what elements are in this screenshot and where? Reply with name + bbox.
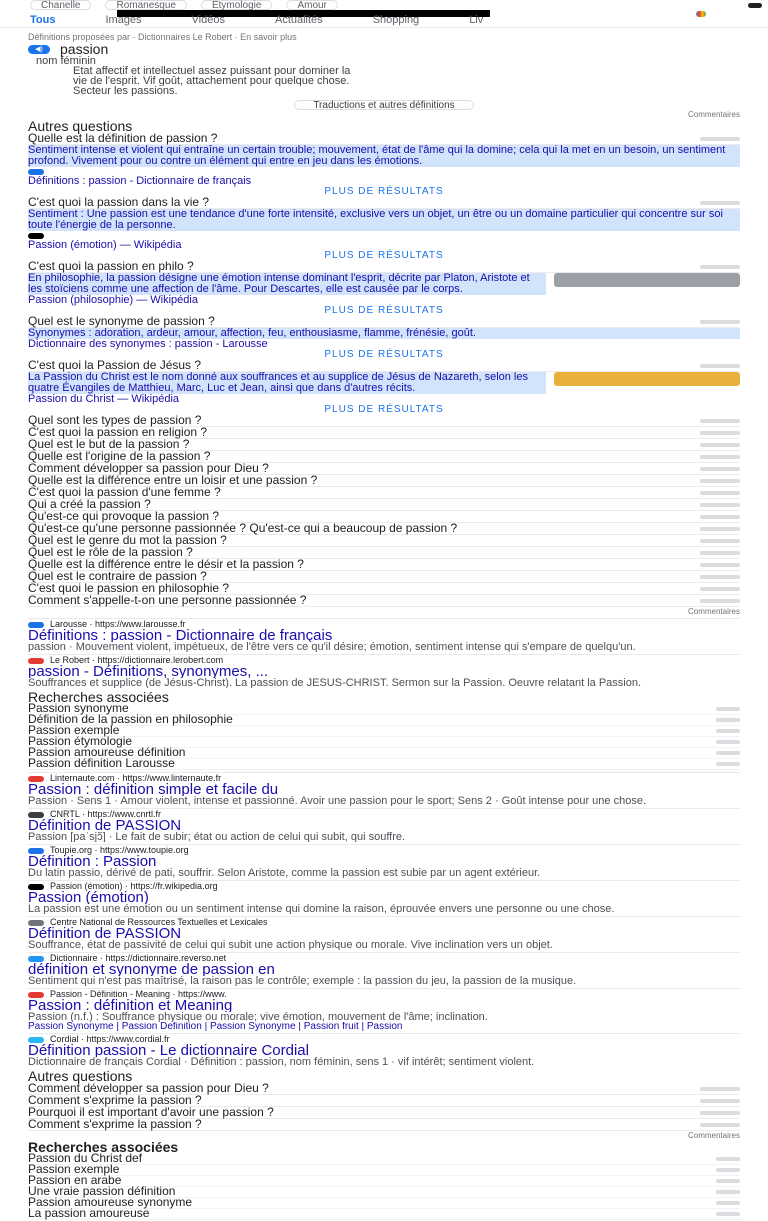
- result-title-link[interactable]: Passion : définition simple et facile du: [28, 783, 279, 796]
- main-results: [28, 30, 740, 1220]
- related-search-link[interactable]: Passion en arabe: [28, 1174, 122, 1188]
- result-snippet: Souffrances et supplice (de Jésus-Christ). La passion de JÉSUS-CHRIST. Sermon sur la Passion. Oeuvre relatant la Passion.: [28, 678, 642, 688]
- result-title-link[interactable]: Définitions : passion - Dictionnaire de français: [28, 629, 333, 642]
- paa-question[interactable]: Comment développer sa passion pour Dieu ?: [28, 1081, 269, 1095]
- search-icon: [716, 762, 740, 766]
- paa-question[interactable]: Comment s'exprime la passion ?: [28, 1093, 202, 1107]
- result-title-link[interactable]: Définition de PASSION: [28, 819, 182, 832]
- search-icon: [716, 707, 740, 711]
- chevron-up-icon[interactable]: [700, 201, 740, 205]
- people-also-ask: [28, 119, 740, 616]
- more-results-link[interactable]: PLUS DE RÉSULTATS: [324, 305, 444, 316]
- chip-chanelle[interactable]: Chanelle: [30, 0, 91, 10]
- chevron-down-icon[interactable]: [700, 1099, 740, 1103]
- search-icon: [716, 1190, 740, 1194]
- chevron-up-icon[interactable]: [700, 137, 740, 141]
- dictionary-phonetic: nom féminin: [36, 56, 96, 66]
- favicon: [28, 956, 44, 962]
- paa-source-link[interactable]: Définitions : passion - Dictionnaire de français: [28, 176, 252, 187]
- result-site: Le Robert · https://dictionnaire.lerobert.com: [50, 656, 224, 665]
- search-result: [28, 1033, 740, 1067]
- result-title-link[interactable]: Passion : définition et Meaning: [28, 999, 233, 1012]
- paa-item: [28, 360, 740, 415]
- paa-question[interactable]: Quel est le genre du mot la passion ?: [28, 533, 227, 547]
- result-site: Passion (émotion) · https://fr.wikipedia.org: [50, 882, 218, 891]
- result-title-link[interactable]: Définition : Passion: [28, 855, 157, 868]
- related-search-link[interactable]: La passion amoureuse: [28, 1207, 150, 1221]
- paa-question[interactable]: Quel est le rôle de la passion ?: [28, 545, 193, 559]
- chevron-down-icon[interactable]: [700, 455, 740, 459]
- result-site: Linternaute.com · https://www.linternaute.fr: [50, 774, 222, 783]
- search-icon: [716, 1157, 740, 1161]
- chevron-down-icon[interactable]: [700, 431, 740, 435]
- search-icon: [716, 729, 740, 733]
- chip-etymologie[interactable]: Etymologie: [201, 0, 272, 10]
- favicon: [28, 169, 44, 175]
- feedback-link[interactable]: Commentaires: [687, 1131, 740, 1140]
- paa-source-link[interactable]: Dictionnaire des synonymes : passion - Larousse: [28, 339, 268, 350]
- paa-source-link[interactable]: Passion (émotion) — Wikipédia: [28, 240, 182, 251]
- related-searches-bottom: [28, 1140, 740, 1220]
- paa-question[interactable]: Quel est le but de la passion ?: [28, 437, 190, 451]
- more-results-link[interactable]: PLUS DE RÉSULTATS: [324, 404, 444, 415]
- more-results-link[interactable]: PLUS DE RÉSULTATS: [324, 349, 444, 360]
- paa-question[interactable]: Quel est le contraire de passion ?: [28, 569, 207, 583]
- search-icon: [716, 740, 740, 744]
- result-snippet: Passion (n.f.) : Souffrance physique ou morale; vive émotion, mouvement de l'âme; inclination.: [28, 1012, 488, 1022]
- search-result: [28, 654, 740, 688]
- favicon: [28, 812, 44, 818]
- related-search-link[interactable]: Passion amoureuse synonyme: [28, 1196, 193, 1210]
- paa-item: [28, 133, 740, 197]
- favicon: [28, 776, 44, 782]
- paa-answer: Sentiment : Une passion est une tendance d'une forte intensité, exclusive vers un objet, un être ou un domaine particulier qui concentre sur soi toute l'énergie de la personne.: [28, 209, 740, 231]
- favicon: [28, 992, 44, 998]
- result-title-link[interactable]: passion - Définitions, synonymes, ...: [28, 665, 269, 678]
- paa-question[interactable]: C'est quoi la Passion de Jésus ?: [28, 358, 202, 372]
- favicon: [28, 622, 44, 628]
- paa-item: [28, 197, 740, 261]
- paa-question[interactable]: Comment s'exprime la passion ?: [28, 1117, 202, 1131]
- dictionary-line: État affectif et intellectuel assez puissant pour dominer la: [73, 66, 351, 76]
- dictionary-line: vie de l'esprit. Vif goût, attachement pour quelque chose.: [73, 76, 350, 86]
- paa-question[interactable]: Quel est le synonyme de passion ?: [28, 314, 215, 328]
- paa-thumbnail[interactable]: [554, 372, 740, 386]
- chevron-down-icon[interactable]: [700, 1111, 740, 1115]
- tab-images[interactable]: Images: [105, 14, 142, 26]
- paa-question[interactable]: C'est quoi la passion dans la vie ?: [28, 195, 210, 209]
- favicon: [28, 884, 44, 890]
- paa-answer: La Passion du Christ est le nom donné aux souffrances et au supplice de Jésus de Nazareth, selon les quatre Évangiles de Matthieu, Marc, Luc et Jean, ainsi que dans d'autres récits.: [28, 372, 546, 394]
- result-snippet: Passion [paˈsjɔ̃] · Le fait de subir; état ou action de celui qui subit, qui souffre.: [28, 832, 406, 842]
- paa-item: [28, 316, 740, 360]
- paa-question[interactable]: Quelle est l'origine de la passion ?: [28, 449, 211, 463]
- related-title: Recherches associées: [28, 689, 169, 705]
- account-icon[interactable]: [748, 3, 762, 8]
- related-search-link[interactable]: Passion étymologie: [28, 735, 133, 749]
- result-site: Passion - Définition - Meaning · https://www.: [50, 990, 227, 999]
- chevron-down-icon[interactable]: [700, 419, 740, 423]
- related-search-link[interactable]: Passion synonyme: [28, 702, 129, 716]
- favicon: [28, 1037, 44, 1043]
- paa-source-link[interactable]: Passion du Christ — Wikipédia: [28, 394, 180, 405]
- google-apps-icon[interactable]: [696, 11, 706, 17]
- search-result: [28, 808, 740, 842]
- result-site: Cordial · https://www.cordial.fr: [50, 1035, 170, 1044]
- chevron-down-icon[interactable]: [700, 491, 740, 495]
- result-snippet: La passion est une émotion ou un sentiment intense qui domine la raison, éprouvée envers une personne ou une chose.: [28, 904, 615, 914]
- result-snippet: Souffrance, état de passivité de celui qui subit une action physique ou morale. Vive inclination vers un objet.: [28, 940, 553, 950]
- chevron-up-icon[interactable]: [700, 364, 740, 368]
- chevron-down-icon[interactable]: [700, 503, 740, 507]
- chevron-down-icon[interactable]: [700, 443, 740, 447]
- result-site: CNRTL · https://www.cnrtl.fr: [50, 810, 162, 819]
- result-site: Toupie.org · https://www.toupie.org: [50, 846, 189, 855]
- related-search-link[interactable]: Définition de la passion en philosophie: [28, 713, 233, 727]
- search-tabs: [0, 14, 768, 28]
- search-icon: [716, 718, 740, 722]
- chevron-down-icon[interactable]: [700, 563, 740, 567]
- paa-thumbnail[interactable]: [554, 273, 740, 287]
- tab-all[interactable]: Tous: [30, 14, 56, 26]
- result-snippet: Dictionnaire de français Cordial · Définition : passion, nom féminin, sens 1 · vif intérêt; sentiment violent.: [28, 1057, 535, 1067]
- favicon: [28, 920, 44, 926]
- search-result: [28, 988, 740, 1031]
- paa-question[interactable]: Comment s'appelle-t-on une personne passionnée ?: [28, 593, 307, 607]
- result-snippet: Du latin passio, dérivé de pati, souffrir. Selon Aristote, comme la passion est subie par un agent extérieur.: [28, 868, 541, 878]
- result-title-link[interactable]: Définition passion - Le dictionnaire Cordial: [28, 1044, 309, 1057]
- more-results-link[interactable]: PLUS DE RÉSULTATS: [324, 250, 444, 261]
- paa-question[interactable]: Qu'est-ce qui provoque la passion ?: [28, 509, 220, 523]
- paa-title: Autres questions: [28, 1068, 133, 1084]
- paa-question[interactable]: Quelle est la différence entre un loisir et une passion ?: [28, 473, 318, 487]
- chevron-down-icon[interactable]: [700, 527, 740, 531]
- favicon: [28, 233, 44, 239]
- result-site: Centre National de Ressources Textuelles et Lexicales: [50, 918, 268, 927]
- paa-question[interactable]: Pourquoi il est important d'avoir une passion ?: [28, 1105, 274, 1119]
- paa-source-link[interactable]: Passion (philosophie) — Wikipédia: [28, 295, 198, 306]
- paa-item: [28, 261, 740, 316]
- result-site: Larousse · https://www.larousse.fr: [50, 620, 186, 629]
- search-result: [28, 844, 740, 878]
- search-result: [28, 618, 740, 652]
- chevron-down-icon[interactable]: [700, 575, 740, 579]
- result-title-link[interactable]: Passion (émotion): [28, 891, 149, 904]
- chip-amour[interactable]: Amour: [286, 0, 337, 10]
- result-snippet: Passion · Sens 1 · Amour violent, intense et passionné. Avoir une passion pour le sport; Sens 2 · Goût intense pour une chose.: [28, 796, 646, 806]
- chip-romanesque[interactable]: Romanesque: [105, 0, 186, 10]
- favicon: [28, 848, 44, 854]
- paa-answer: Sentiment intense et violent qui entraîne un certain trouble; mouvement, état de l'âme qui la domine; cela qui la met en un besoin, un sentiment profond. Vivement pour ou contre un élément qui entre en jeu dans les émotions.: [28, 145, 740, 167]
- paa-question[interactable]: Comment développer sa passion pour Dieu ?: [28, 461, 269, 475]
- chevron-up-icon[interactable]: [700, 320, 740, 324]
- search-result: [28, 772, 740, 806]
- related-search-link[interactable]: Une vraie passion définition: [28, 1185, 176, 1199]
- search-icon: [716, 1201, 740, 1205]
- more-results-link[interactable]: PLUS DE RÉSULTATS: [324, 186, 444, 197]
- paa-answer: Synonymes : adoration, ardeur, amour, affection, feu, enthousiasme, flamme, frénésie, goût.: [28, 328, 740, 339]
- feedback-link[interactable]: Commentaires: [687, 110, 740, 119]
- dictionary-card: [28, 32, 740, 119]
- chevron-down-icon[interactable]: [700, 1087, 740, 1091]
- search-result: [28, 952, 740, 986]
- paa-question[interactable]: C'est quoi la passion en philo ?: [28, 259, 194, 273]
- result-snippet: Sentiment qui n'est pas maîtrisé, la raison pas le contrôle; exemple : la passion du jeu, la passion de la musique.: [28, 976, 577, 986]
- result-title-link[interactable]: définition et synonyme de passion en: [28, 963, 275, 976]
- search-icon: [716, 1179, 740, 1183]
- related-search-link[interactable]: Passion exemple: [28, 724, 120, 738]
- chevron-down-icon[interactable]: [700, 587, 740, 591]
- related-search-link[interactable]: Passion définition Larousse: [28, 757, 175, 771]
- paa-question[interactable]: C'est quoi le passion en philosophie ?: [28, 581, 230, 595]
- tab-videos[interactable]: Vidéos: [191, 14, 225, 26]
- chevron-down-icon[interactable]: [700, 479, 740, 483]
- favicon: [28, 658, 44, 664]
- dictionary-source: Définitions proposées par · Dictionnaires Le Robert · En savoir plus: [28, 32, 297, 42]
- chevron-up-icon[interactable]: [700, 265, 740, 269]
- paa-question[interactable]: Quelle est la différence entre le désir et la passion ?: [28, 557, 304, 571]
- paa-question[interactable]: Qu'est-ce qu'une personne passionnée ? Qu'est-ce qui a beaucoup de passion ?: [28, 521, 458, 535]
- search-icon: [716, 1212, 740, 1216]
- search-result: [28, 880, 740, 914]
- related-search-link[interactable]: Passion exemple: [28, 1163, 120, 1177]
- search-icon: [716, 1168, 740, 1172]
- related-search-link[interactable]: Passion amoureuse définition: [28, 746, 186, 760]
- dictionary-word: passion: [60, 41, 109, 57]
- paa-question[interactable]: C'est quoi la passion d'une femme ?: [28, 485, 221, 499]
- paa-answer: En philosophie, la passion désigne une émotion intense dominant l'esprit, décrite par Platon, Aristote et les stoïciens comme une affection de l'âme. Pour Descartes, elle est causée par le corps.: [28, 273, 546, 295]
- paa-question[interactable]: Quel sont les types de passion ?: [28, 413, 202, 427]
- speaker-icon[interactable]: ◀): [28, 45, 50, 54]
- tab-shopping[interactable]: Shopping: [372, 14, 420, 26]
- dictionary-line: Secteur les passions.: [73, 86, 178, 96]
- filter-chips: [0, 0, 768, 10]
- result-site: Dictionnaire · https://dictionnaire.reverso.net: [50, 954, 227, 963]
- related-searches: [28, 690, 740, 770]
- chevron-down-icon[interactable]: [700, 467, 740, 471]
- people-also-ask-2: [28, 1069, 740, 1140]
- tab-liv[interactable]: Liv: [469, 14, 484, 26]
- related-title: Recherches associées: [28, 1139, 179, 1155]
- paa-title: Autres questions: [28, 118, 133, 134]
- paa-question[interactable]: Qui a créé la passion ?: [28, 497, 151, 511]
- chevron-down-icon[interactable]: [700, 539, 740, 543]
- tab-news[interactable]: Actualités: [274, 14, 323, 26]
- chevron-down-icon[interactable]: [700, 551, 740, 555]
- result-snippet: passion · Mouvement violent, impétueux, de l'être vers ce qu'il désire; émotion, sentiment intense qui s'empare de quelqu'un.: [28, 642, 636, 652]
- result-sitelinks[interactable]: Passion Synonyme | Passion Definition | Passion Synonyme | Passion fruit | Passion: [28, 1022, 403, 1031]
- search-result: [28, 916, 740, 950]
- search-icon: [716, 751, 740, 755]
- chevron-down-icon[interactable]: [700, 1123, 740, 1127]
- chevron-down-icon[interactable]: [700, 599, 740, 603]
- result-title-link[interactable]: Définition de PASSION: [28, 927, 182, 940]
- related-search-link[interactable]: Passion du Christ def: [28, 1152, 143, 1166]
- translations-button[interactable]: Traductions et autres définitions: [294, 100, 474, 110]
- paa-question[interactable]: C'est quoi la passion en religion ?: [28, 425, 208, 439]
- chevron-down-icon[interactable]: [700, 515, 740, 519]
- feedback-link[interactable]: Commentaires: [687, 607, 740, 616]
- paa-question[interactable]: Quelle est la définition de passion ?: [28, 131, 218, 145]
